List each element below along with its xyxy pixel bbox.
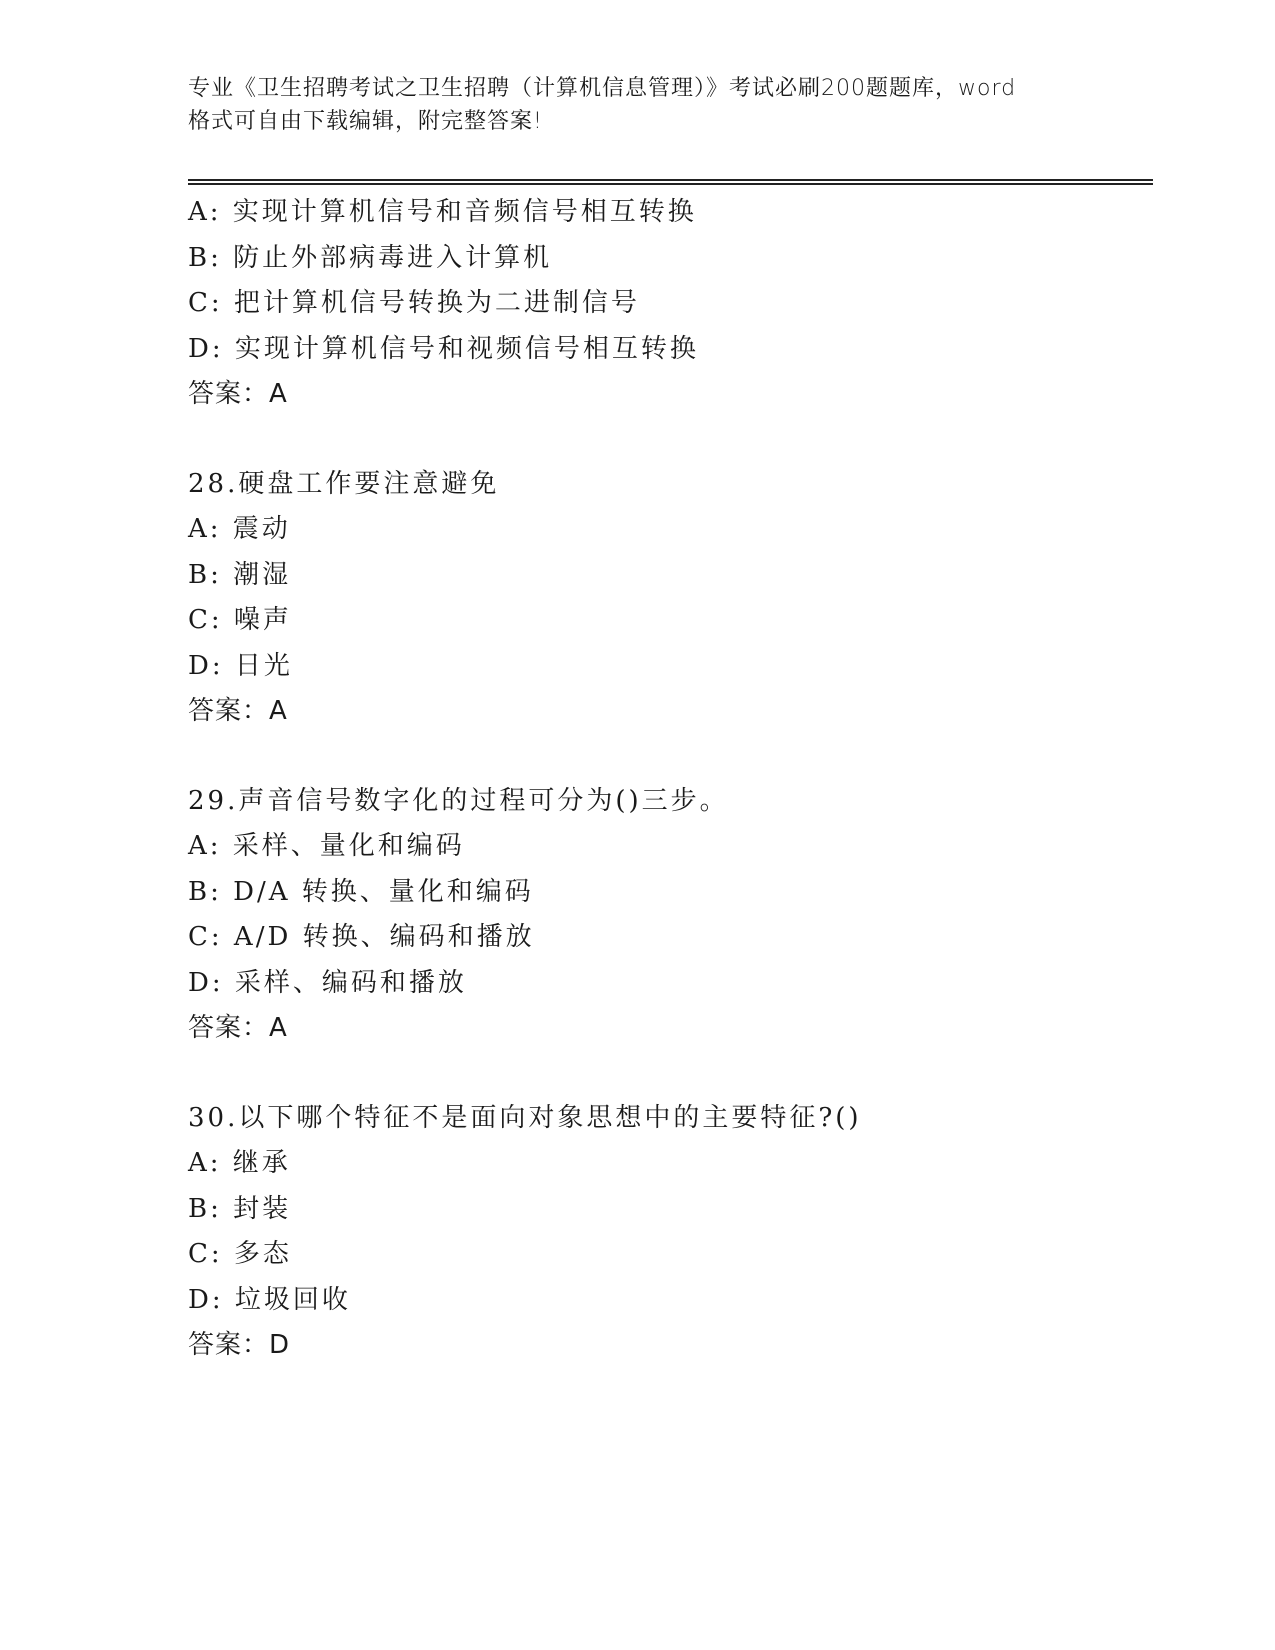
option-c: C: A/D 转换、编码和播放 bbox=[188, 922, 535, 952]
question-stem: 28.硬盘工作要注意避免 bbox=[188, 468, 500, 499]
question-stem: 30.以下哪个特征不是面向对象思想中的主要特征?() bbox=[188, 1102, 862, 1133]
answer: 答案：A bbox=[188, 379, 288, 409]
option-a: A: 采样、量化和编码 bbox=[188, 831, 465, 861]
option-d: D: 采样、编码和播放 bbox=[188, 967, 467, 998]
document-header bbox=[188, 72, 1088, 138]
answer: 答案：A bbox=[188, 1013, 288, 1043]
option-b: B: D/A 转换、量化和编码 bbox=[188, 876, 534, 907]
option-a: A: 实现计算机信号和音频信号相互转换 bbox=[188, 197, 697, 227]
option-b: B: 防止外部病毒进入计算机 bbox=[188, 242, 553, 273]
header-title-line-1: 专业《卫生招聘考试之卫生招聘（计算机信息管理）》考试必刷200题题库，word bbox=[188, 76, 1017, 101]
question-stem: 29.声音信号数字化的过程可分为()三步。 bbox=[188, 785, 729, 816]
question-block bbox=[188, 462, 1148, 735]
answer: 答案：D bbox=[188, 1330, 291, 1360]
option-a: A: 震动 bbox=[188, 514, 291, 544]
question-block bbox=[188, 190, 1148, 418]
question-block bbox=[188, 779, 1148, 1052]
question-list bbox=[188, 190, 1148, 1369]
option-b: B: 潮湿 bbox=[188, 559, 292, 590]
option-c: C: 噪声 bbox=[188, 605, 292, 635]
option-c: C: 多态 bbox=[188, 1239, 292, 1269]
option-b: B: 封装 bbox=[188, 1193, 292, 1224]
option-d: D: 实现计算机信号和视频信号相互转换 bbox=[188, 333, 699, 364]
option-a: A: 继承 bbox=[188, 1148, 291, 1178]
answer: 答案：A bbox=[188, 696, 288, 726]
header-divider-top bbox=[188, 179, 1153, 181]
header-divider-bottom bbox=[188, 183, 1153, 185]
header-title-line-2: 格式可自由下载编辑，附完整答案! bbox=[188, 109, 543, 134]
option-d: D: 垃圾回收 bbox=[188, 1284, 351, 1315]
option-c: C: 把计算机信号转换为二进制信号 bbox=[188, 288, 640, 318]
question-block bbox=[188, 1096, 1148, 1369]
option-d: D: 日光 bbox=[188, 650, 293, 681]
